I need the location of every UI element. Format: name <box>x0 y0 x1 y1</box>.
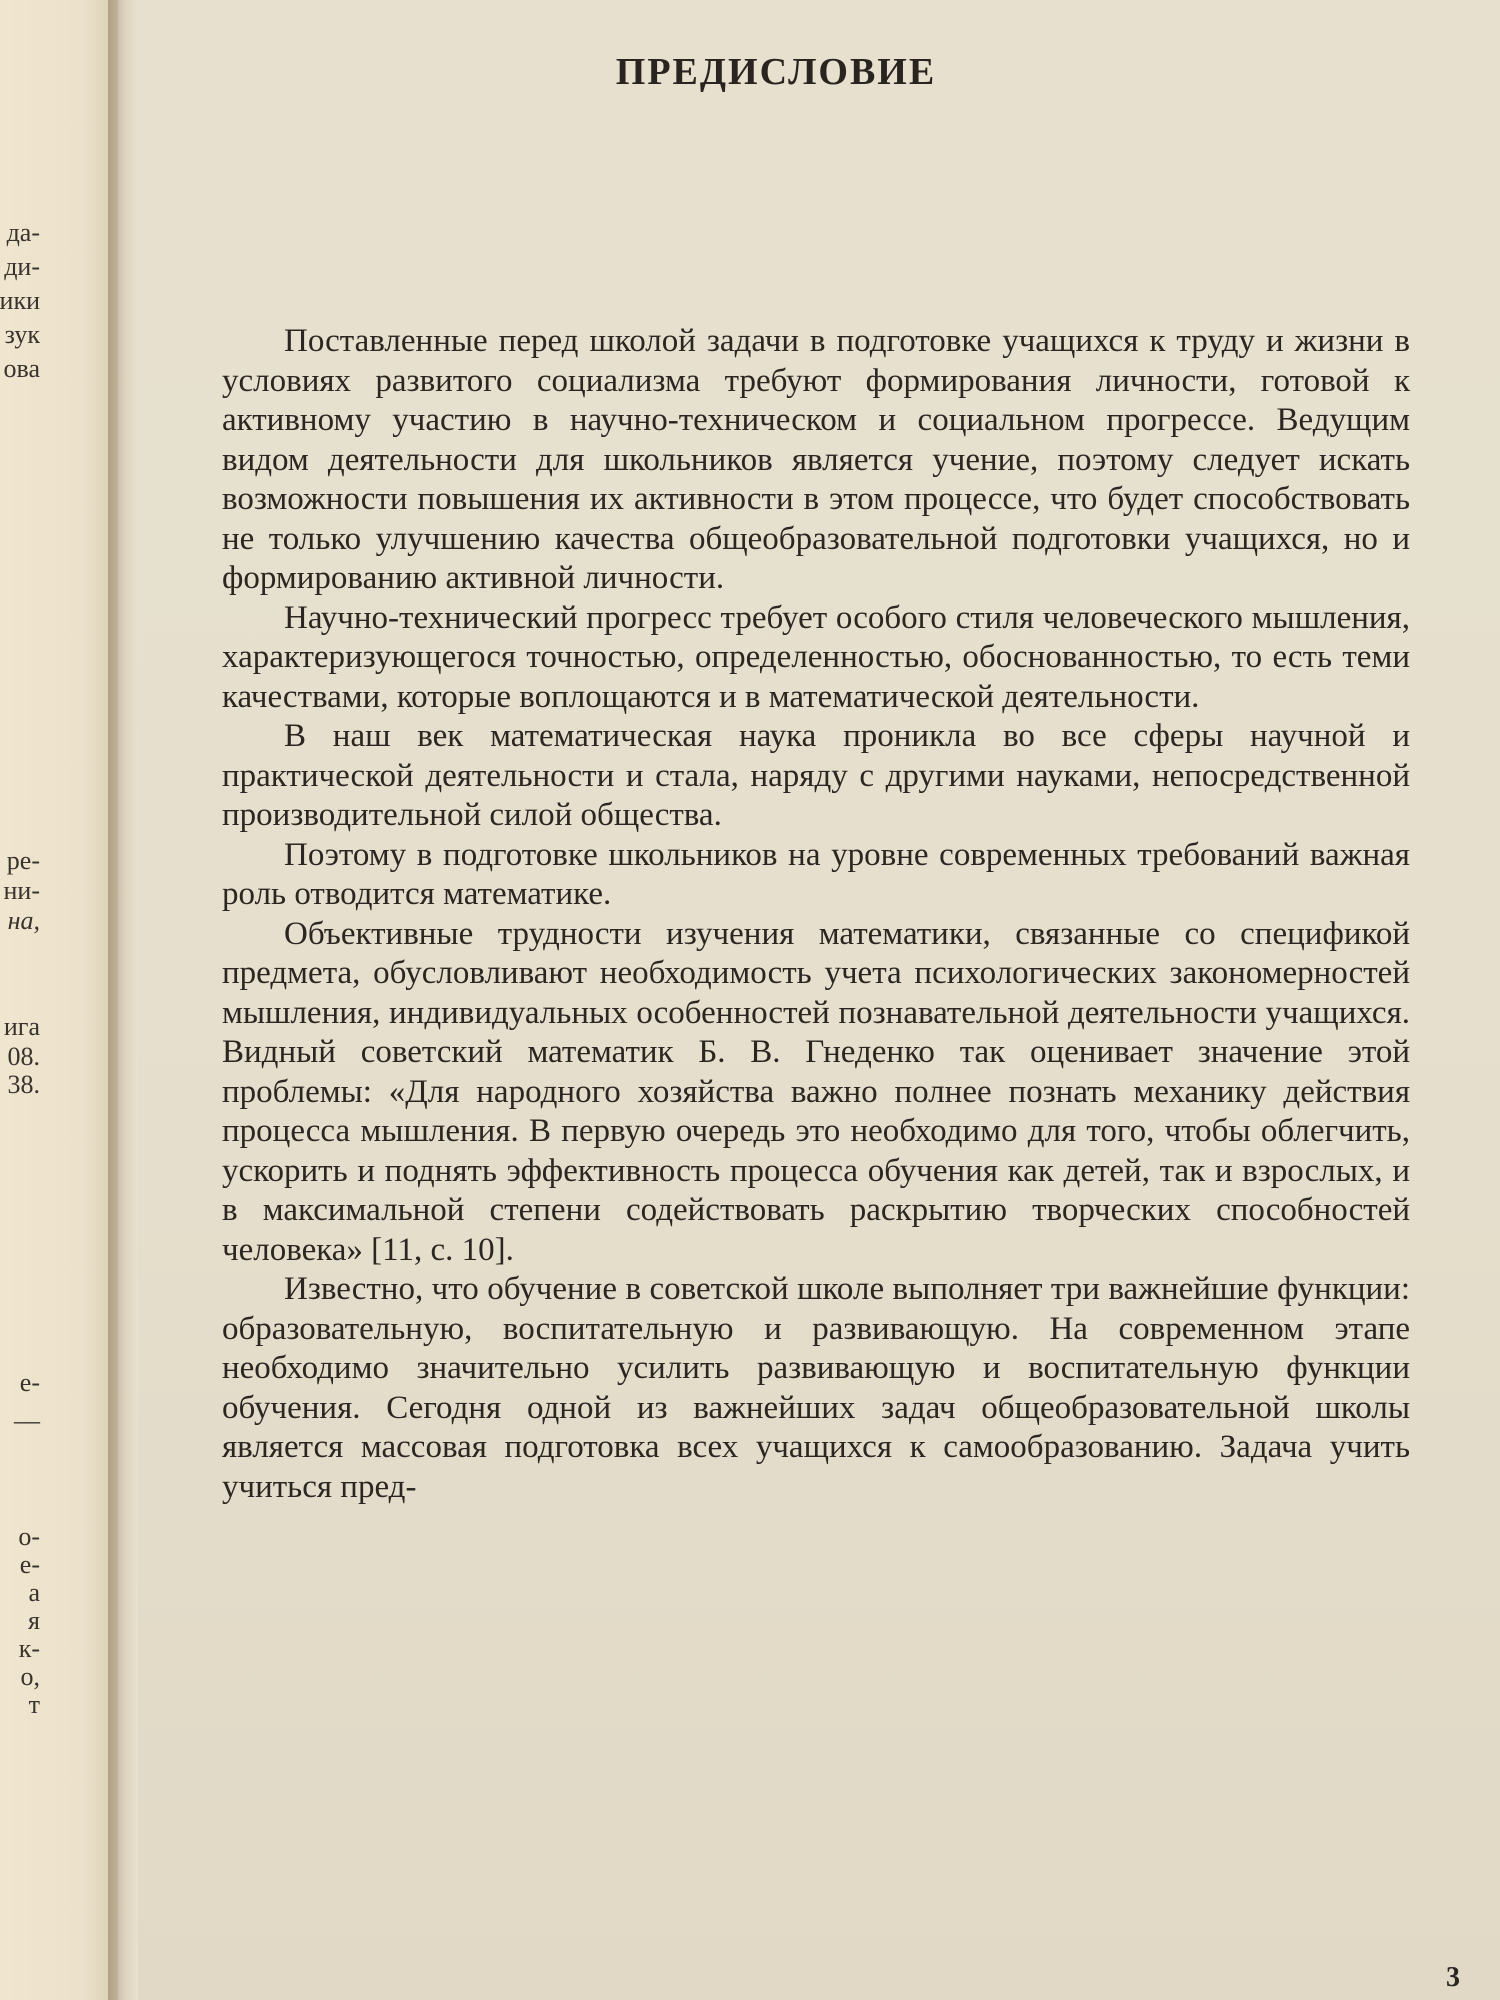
paragraph: Поэтому в подготовке школьников на уровне современных требований важная роль отводится математике. <box>222 836 1410 912</box>
margin-fragment: е- <box>19 1368 40 1397</box>
paragraph: Объективные трудности изучения математики, связанные со спецификой предмета, обусловливают необходимость учета психологических закономерностей мышления, индивидуальных особенностей познавательной деятельности учащихся. Видный советский математик Б. В. Гнеденко так оценивает значение этой проблемы: «Для народного хозяйства важно полнее познать механику действия процесса мышления. В первую очередь это необходимо для того, чтобы облегчить, ускорить и поднять эффективность процесса обучения как детей, так и взрослых, и в максимальной степени содействовать раскрытию творческих способностей человека» [11, с. 10]. <box>222 915 1410 1268</box>
margin-fragment: е- <box>19 1550 40 1579</box>
margin-fragment: — <box>14 1406 40 1435</box>
margin-fragment: о- <box>18 1522 40 1551</box>
margin-fragment: ни- <box>3 876 40 905</box>
page-title: ПРЕДИСЛОВИЕ <box>615 51 937 93</box>
margin-fragment: ова <box>3 354 40 383</box>
margin-fragment: я <box>28 1606 40 1635</box>
margin-fragment: а <box>28 1578 40 1607</box>
margin-fragment: о, <box>20 1662 40 1691</box>
margin-fragment: ди- <box>4 252 40 281</box>
margin-fragment: да- <box>6 218 40 247</box>
body-text <box>222 322 1410 1507</box>
page-number: 3 <box>1446 1962 1460 1993</box>
margin-fragment: ига <box>3 1012 40 1041</box>
margin-fragment: ики <box>0 286 40 315</box>
margin-fragment: зук <box>4 320 40 349</box>
book-gutter-shadow <box>108 0 138 2000</box>
margin-fragment: 08. <box>7 1042 40 1071</box>
margin-fragment: на, <box>7 906 40 935</box>
paragraph: Научно-технический прогресс требует особого стиля человеческого мышления, характеризующегося точностью, определенностью, обоснованностью, то есть теми качествами, которые воплощаются и в математической деятельности. <box>222 599 1410 715</box>
left-page-edge <box>0 0 118 2000</box>
paragraph: В наш век математическая наука проникла во все сферы научной и практической деятельности и стала, наряду с другими науками, непосредственной производительной силой общества. <box>222 718 1410 833</box>
margin-fragment: к- <box>18 1634 40 1663</box>
book-page <box>138 0 1500 2000</box>
margin-fragment: ре- <box>6 846 40 875</box>
paragraph: Поставленные перед школой задачи в подготовке учащихся к труду и жизни в условиях развитого социализма требуют формирования личности, готовой к активному участию в научно-техническом и социальном прогрессе. Ведущим видом деятельности для школьников является учение, поэтому следует искать возможности повышения их активности в этом процессе, что будет способствовать не только улучшению качества общеобразовательной подготовки учащихся, но и формированию активной личности. <box>222 323 1410 596</box>
paragraph: Известно, что обучение в советской школе выполняет три важнейшие функции: образовательную, воспитательную и развивающую. На современном этапе необходимо значительно усилить развивающую и воспитательную функции обучения. Сегодня одной из важнейших задач общеобразовательной школы является массовая подготовка всех учащихся к самообразованию. Задача учить учиться пред- <box>222 1271 1410 1505</box>
margin-fragment: т <box>28 1690 40 1719</box>
margin-fragment: 38. <box>7 1070 40 1099</box>
